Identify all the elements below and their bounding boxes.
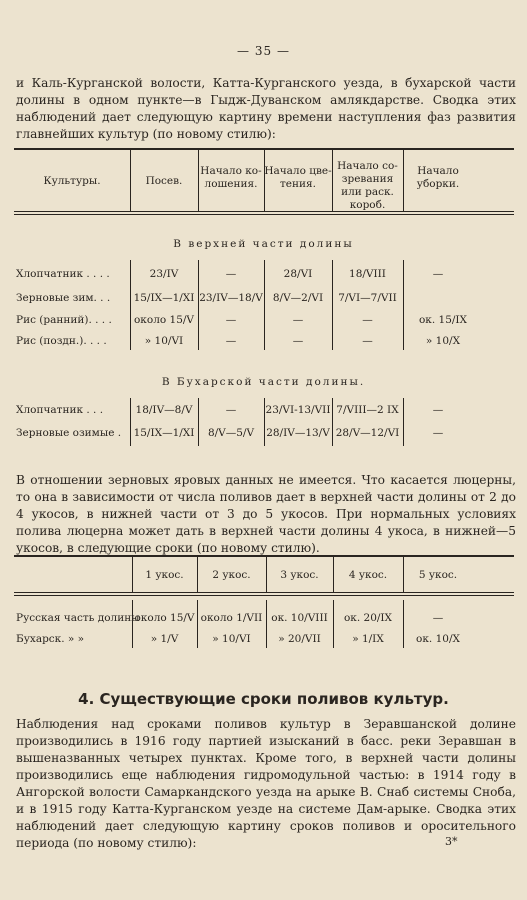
header-cut-1: 1 укос. [145, 569, 184, 581]
table-cell: — [362, 314, 373, 326]
table-cell: 7/VI—7/VII [338, 292, 397, 304]
header-crops: Культуры. [43, 175, 101, 187]
table-cell: 28/V—12/VI [335, 427, 400, 439]
table-cell: — [225, 335, 237, 347]
header-ripening: Начало со-зревания или раск. короб. [337, 160, 398, 211]
row-label: Рис (ранний). . . . [16, 314, 112, 326]
row-label: Зерновые зим. . . [16, 292, 111, 304]
middle-paragraph: В отношении зерновых яровых данных не имеется. Что касается люцерны, то она в зависимости от числа поливов дает в верхней части долины от 2 до 4 укосов, в нижней части от 3 до 5 укосов. При нормальных условиях полива люцерна может дать в верхней части долины 4 укоса, в нижней—5 укосов, в следующие сроки (по новому стилю). [16, 473, 516, 555]
table-cell: — [225, 404, 237, 416]
section-bukhara: В Бухарской части долины. [161, 376, 366, 388]
table-header-rule [14, 592, 514, 593]
table-cell: 7/VIII—2 IX [336, 404, 399, 416]
table-cell: 28/VI [283, 268, 313, 280]
row-label: Рис (поздн.). . . . [16, 335, 107, 347]
final-paragraph: Наблюдения над сроками поливов культур в Зеравшанской долине производились в 1916 году партией изысканий в басс. реки Зеравшан в вышеназванных четырех пунктах. Кроме того, в верхней части долины производились еще наблюдения гидромодульной частью: в 1914 году в Ангорской волости Самаркандского уезда на арыке В. Снаб системы Снобa, и в 1915 году Катта-Курганском уезде на системе Дам-арыке. Сводка этих наблюдений дает следующую картину сроков поливов и оросительного периода (по новому стилю): [16, 717, 516, 850]
row-label: Хлопчатник . . . [16, 404, 104, 416]
table-cell: » 1/IX [352, 633, 384, 645]
table-cell: ок. 10/X [416, 633, 460, 645]
section-heading: 4. Существующие сроки поливов культур. [78, 690, 449, 708]
section-upper-valley: В верхней части долины [173, 238, 354, 250]
table-cell: 18/VIII [349, 268, 386, 280]
header-cut-3: 3 укос. [280, 569, 319, 581]
header-cut-2: 2 укос. [212, 569, 251, 581]
table-cell: ок. 20/IX [343, 612, 393, 624]
table-cell: 8/V—2/VI [272, 292, 324, 304]
table-cell: — [362, 335, 373, 347]
table-cell: около 15/V [134, 612, 195, 624]
table-cell: — [432, 612, 444, 624]
row-label: Бухарск. » » [16, 633, 85, 645]
table-cell: 23/VI-13/VII [265, 404, 331, 416]
intro-paragraph: и Каль-Курганской волости, Катта-Курганского уезда, в бухарской части долины в одном пункте—в Гыдж-Дуванском амлякдарстве. Сводка этих наблюдений дает следующую картину времени наступления фаз развития главнейших культур (по новому стилю): [16, 76, 516, 141]
table-cell: — [432, 268, 444, 280]
header-flowering: Начало цве-тения. [264, 165, 332, 190]
table-cell: ок. 15/IX [418, 314, 468, 326]
table-cell: » 20/VII [278, 633, 321, 645]
footnote-mark: 3* [445, 835, 458, 848]
table-cell: » 10/X [425, 335, 461, 347]
table-cell: — [432, 404, 444, 416]
table-header-rule-double [14, 214, 514, 215]
table-cell: — [225, 314, 237, 326]
header-sowing: Посев. [145, 175, 183, 187]
table-cell: 28/IV—13/V [266, 427, 330, 439]
table-header-rule [14, 211, 514, 212]
table-cell: » 10/VI [212, 633, 251, 645]
table-cell: — [292, 314, 304, 326]
header-cut-5: 5 укос. [418, 569, 458, 581]
table-top-rule [14, 555, 514, 557]
table-cell: — [292, 335, 304, 347]
table-cell: ок. 10/VIII [271, 612, 328, 624]
header-harvest: Начало уборки. [416, 165, 460, 190]
row-label: Зерновые озимые . [16, 427, 122, 439]
table-cell: — [432, 427, 444, 439]
header-cut-4: 4 укос. [348, 569, 388, 581]
table-cell: » 10/VI [144, 335, 184, 347]
table-cell: около 1/VII [200, 612, 263, 624]
table-cell: 23/IV—18/V [199, 292, 263, 304]
table-cell: 15/IX—1/XI [133, 427, 195, 439]
table-cell: 23/IV [149, 268, 179, 280]
table-cell: около 15/V [133, 314, 195, 326]
table-cell: 8/V—5/V [207, 427, 255, 439]
table-cell: 15/IX—1/XI [133, 292, 195, 304]
table-header-rule-double [14, 595, 514, 596]
table-cell: 18/IV—8/V [135, 404, 193, 416]
page-number: — 35 — [237, 44, 290, 58]
header-earing: Начало ко-лошения. [200, 165, 262, 190]
table-cell: — [225, 268, 237, 280]
row-label: Русская часть долины [16, 612, 140, 624]
table-cell: » 1/V [150, 633, 179, 645]
row-label: Хлопчатник . . . . [16, 268, 110, 280]
